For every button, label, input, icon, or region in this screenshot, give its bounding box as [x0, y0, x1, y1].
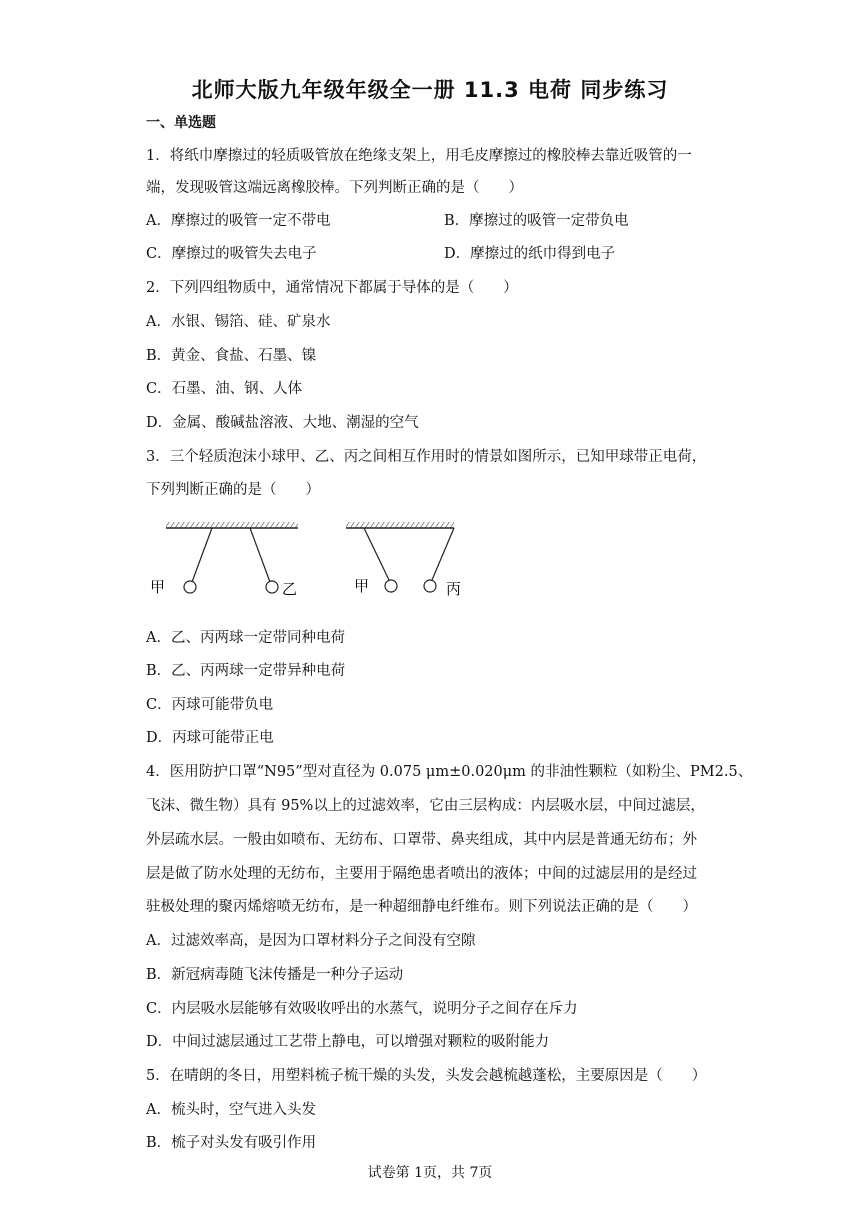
q1-option-a: A．摩擦过的吸管一定不带电	[146, 213, 331, 229]
thread-jia-left	[192, 528, 212, 582]
q1-option-c: C．摩擦过的吸管失去电子	[146, 246, 317, 262]
ball-jia-right	[385, 580, 397, 592]
q3-stem-line1: 3．三个轻质泡沫小球甲、乙、丙之间相互作用时的情景如图所示，已知甲球带正电荷，	[146, 449, 707, 465]
q1-stem-line1: 1．将纸巾摩擦过的轻质吸管放在绝缘支架上，用毛皮摩擦过的橡胶棒去靠近吸管的一	[146, 148, 692, 164]
label-jia-left: 甲	[150, 578, 166, 596]
label-bing: 丙	[446, 580, 462, 598]
q2-option-b: B．黄金、食盐、石墨、镍	[146, 348, 317, 364]
q4-option-a: A．过滤效率高，是因为口罩材料分子之间没有空隙	[146, 933, 476, 949]
q4-stem-line1: 4．医用防护口罩“N95”型对直径为 0.075 μm±0.020μm 的非油性颗粒（如粉尘、PM2.5、	[146, 764, 753, 780]
q3-option-b: B．乙、丙两球一定带异种电荷	[146, 663, 346, 679]
q4-option-c: C．内层吸水层能够有效吸收呼出的水蒸气，说明分子之间存在斥力	[146, 1001, 578, 1017]
q5-option-a: A．梳头时，空气进入头发	[146, 1102, 316, 1118]
ball-jia-left	[184, 581, 196, 593]
q4-stem-line3: 外层疏水层。一般由如喷布、无纺布、口罩带、鼻夹组成，其中内层是普通无纺布；外	[146, 832, 697, 848]
page-footer: 试卷第 1页，共 7页	[367, 1165, 493, 1181]
right-support-hatch	[346, 522, 454, 528]
q1-option-b: B．摩擦过的吸管一定带负电	[444, 213, 629, 229]
q3-option-c: C．丙球可能带负电	[146, 697, 274, 713]
q2-option-d: D．金属、酸碱盐溶液、大地、潮湿的空气	[146, 415, 419, 431]
q3-stem-line2: 下列判断正确的是（ ）	[146, 482, 320, 498]
q4-stem-line4: 层是做了防水处理的无纺布，主要用于隔绝患者喷出的液体；中间的过滤层用的是经过	[146, 866, 697, 882]
q1-option-d: D．摩擦过的纸巾得到电子	[444, 246, 616, 262]
ball-yi	[266, 581, 278, 593]
q2-stem: 2．下列四组物质中，通常情况下都属于导体的是（ ）	[146, 280, 518, 296]
thread-jia-right	[364, 528, 389, 580]
page-title: 北师大版九年级年级全一册 11.3 电荷 同步练习	[191, 78, 669, 102]
q4-stem-line2: 飞沫、微生物）具有 95%以上的过滤效率，它由三层构成：内层吸水层，中间过滤层，	[146, 798, 705, 814]
q4-stem-line5: 驻极处理的聚丙烯熔喷无纺布，是一种超细静电纤维布。则下列说法正确的是（ ）	[146, 899, 697, 915]
label-jia-right: 甲	[354, 577, 370, 595]
q5-stem: 5．在晴朗的冬日，用塑料梳子梳干燥的头发，头发会越梳越蓬松，主要原因是（ ）	[146, 1068, 707, 1084]
q2-option-a: A．水银、锡箔、硅、矿泉水	[146, 314, 331, 330]
thread-yi	[250, 528, 270, 582]
q2-option-c: C．石墨、油、钢、人体	[146, 381, 303, 397]
ball-bing	[424, 580, 436, 592]
left-support-hatch	[166, 522, 298, 528]
q4-option-d: D．中间过滤层通过工艺带上静电，可以增强对颗粒的吸附能力	[146, 1034, 550, 1050]
section-heading: 一、单选题	[146, 115, 216, 131]
thread-bing	[432, 528, 454, 580]
q3-option-a: A．乙、丙两球一定带同种电荷	[146, 630, 345, 646]
q5-option-b: B．梳子对头发有吸引作用	[146, 1135, 317, 1151]
q3-option-d: D．丙球可能带正电	[146, 730, 274, 746]
q1-stem-line2: 端，发现吸管这端远离橡胶棒。下列判断正确的是（ ）	[146, 180, 523, 196]
q3-figure	[146, 512, 486, 602]
label-yi: 乙	[282, 580, 298, 598]
q4-option-b: B．新冠病毒随飞沫传播是一种分子运动	[146, 967, 404, 983]
